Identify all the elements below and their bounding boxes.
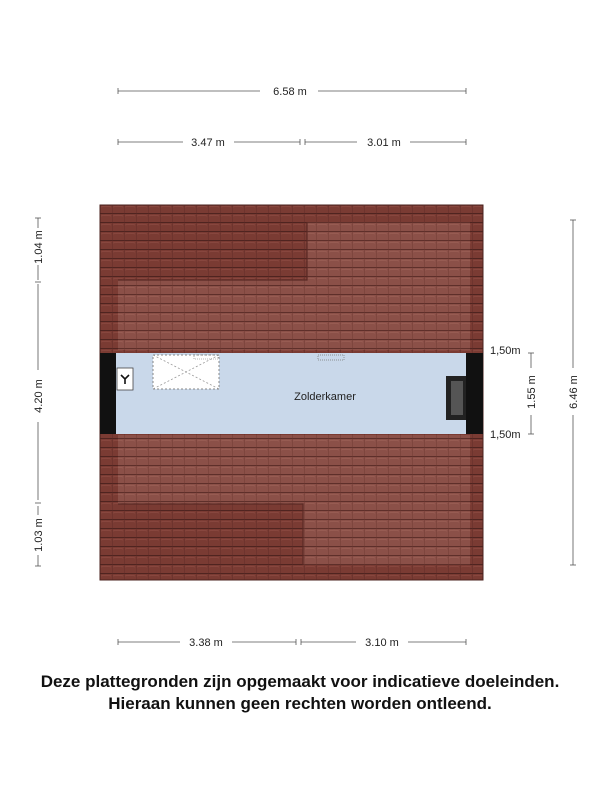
dim-left-bottom: 1.03 m — [33, 518, 45, 552]
room-label: Zolderkamer — [294, 391, 356, 403]
left-wall — [100, 353, 116, 434]
disclaimer-line-2: Hieraan kunnen geen rechten worden ontleend. — [108, 694, 492, 713]
dim-bottom-left: 3.38 m — [189, 637, 223, 649]
right-wall — [466, 353, 483, 434]
skylight — [153, 355, 219, 389]
dim-top-left: 3.47 m — [191, 137, 225, 149]
height-label-top: 1,50m — [490, 345, 521, 357]
dim-bottom-right: 3.10 m — [365, 637, 399, 649]
dim-left-top: 1.04 m — [33, 230, 45, 264]
dim-top-right: 3.01 m — [367, 137, 401, 149]
heater — [446, 376, 466, 420]
dim-right-room: 1.55 m — [526, 375, 538, 409]
light-fixture — [117, 368, 133, 390]
disclaimer-line-1: Deze plattegronden zijn opgemaakt voor indicatieve doeleinden. — [40, 672, 560, 691]
height-label-bottom: 1,50m — [490, 429, 521, 441]
dim-left-middle: 4.20 m — [33, 379, 45, 413]
dim-top-total: 6.58 m — [273, 86, 307, 98]
dim-right-total: 6.46 m — [568, 375, 580, 409]
